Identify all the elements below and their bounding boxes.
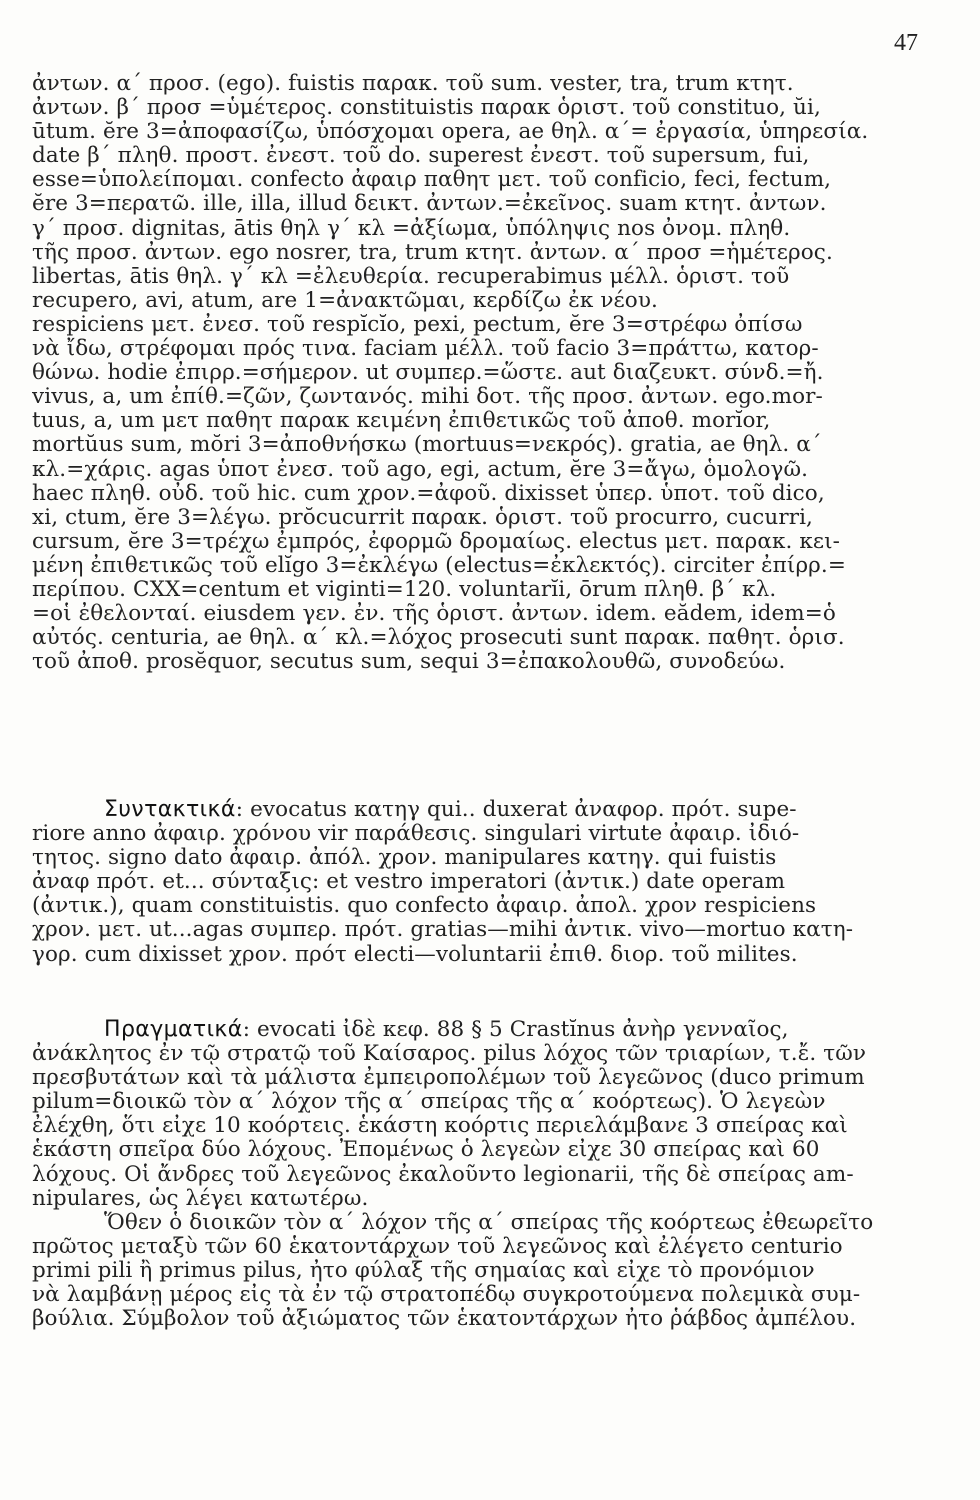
pragmatic-line: primi pili ἢ primus pilus, ἦτο φύλαξ τῆς σημαίας καὶ εἶχε τὸ προνόμιον — [32, 1258, 815, 1283]
vocab-line: ἀντων. β΄ προσ =ὑμέτερος. constituistis παρακ ὁριστ. τοῦ constituo, ŭi, — [32, 96, 821, 121]
pragmatic-line: pilum=διοικῶ τὸν α΄ λόχον τῆς α΄ σπείρας τῆς α΄ κοόρτεως). Ὁ λεγεὼν — [32, 1090, 826, 1115]
pragmatic-line: βούλια. Σύμβολον τοῦ ἀξιώματος τῶν ἑκατοντάρχων ἦτο ῥάβδος ἀμπέλου. — [32, 1307, 857, 1332]
pragmatic-line: Ὅθεν ὁ διοικῶν τὸν α΄ λόχον τῆς α΄ σπείρας τῆς κοόρτεως ἐθεωρεῖτο — [104, 1210, 874, 1235]
pragmatic-section — [32, 1018, 922, 1331]
syntax-section — [32, 798, 922, 967]
vocab-line: νὰ ἴδω, στρέφομαι πρός τινα. faciam μέλλ. τοῦ facio 3=πράττω, κατορ- — [32, 337, 819, 362]
pragmatic-line: nipulares, ὡς λέγει κατωτέρω. — [32, 1186, 369, 1211]
vocab-line: haec πληθ. οὐδ. τοῦ hic. cum χρον.=ἀφοῦ. dixisset ὑπερ. ὑποτ. τοῦ dico, — [32, 481, 825, 506]
vocab-line: τοῦ ἀποθ. prosĕquor, secutus sum, sequi 3=ἐπακολουθῶ, συνοδεύω. — [32, 650, 786, 675]
vocab-line: date β΄ πληθ. προστ. ἐνεστ. τοῦ do. superest ἐνεστ. τοῦ supersum, fui, — [32, 144, 810, 169]
vocab-line: esse=ὑπολείπομαι. confecto ἀφαιρ παθητ μετ. τοῦ conficio, feci, fectum, — [32, 168, 832, 193]
pragmatic-line: : evocati ἰδὲ κεφ. 88 § 5 Crastĭnus ἀνὴρ γενναῖος, — [242, 1018, 789, 1042]
vocab-line: μένη ἐπιθετικῶς τοῦ elĭgo 3=ἐκλέγω (electus=ἐκλεκτός). circiter ἐπίρρ.= — [32, 553, 846, 578]
syntax-heading: Συντακτικά — [104, 798, 236, 822]
vocab-line: γ΄ προσ. dignitas, ātis θηλ γ΄ κλ =ἀξίωμα, ὑπόληψις nos ὀνομ. πληθ. — [32, 216, 791, 241]
vocab-line: mortŭus sum, mŏri 3=ἀποθνήσκω (mortuus=νεκρός). gratia, ae θηλ. α΄ — [32, 433, 822, 458]
vocab-line: ūtum. ĕre 3=ἀποφασίζω, ὑπόσχομαι opera, ae θηλ. α΄= ἐργασία, ὑπηρεσία. — [32, 120, 869, 145]
vocab-line: tuus, a, um μετ παθητ παρακ κειμένη ἐπιθετικῶς τοῦ ἀποθ. morĭor, — [32, 409, 771, 434]
vocab-line: vivus, a, um ἐπίθ.=ζῶν, ζωντανός. mihi δοτ. τῆς προσ. ἀντων. ego.mor- — [32, 385, 823, 410]
page-number: 47 — [894, 30, 918, 56]
pragmatic-line: λόχους. Οἱ ἄνδρες τοῦ λεγεῶνος ἐκαλοῦντο legionarii, τῆς δὲ σπείρας am- — [32, 1162, 854, 1187]
syntax-line: (ἀντικ.), quam constituistis. quo confecto ἀφαιρ. ἀπολ. χρον respiciens — [32, 894, 817, 919]
pragmatic-line: πρεσβυτάτων καὶ τὰ μάλιστα ἐμπειροπολέμων τοῦ λεγεῶνος (duco primum — [32, 1066, 865, 1091]
syntax-line: τητος. signo dato ἀφαιρ. ἀπόλ. χρον. manipulares κατηγ. qui fuistis — [32, 846, 777, 871]
syntax-first-line — [32, 798, 922, 822]
vocab-line: cursum, ĕre 3=τρέχω ἐμπρός, ἐφορμῶ δρομαίως. electus μετ. παρακ. κει- — [32, 529, 841, 554]
vocab-line: recupero, avi, atum, are 1=ἀνακτῶμαι, κερδίζω ἐκ νέου. — [32, 288, 658, 313]
pragmatic-line: πρῶτος μεταξὺ τῶν 60 ἑκατοντάρχων τοῦ λεγεῶνος καὶ ἐλέγετο centurio — [32, 1234, 843, 1259]
pragmatic-line: ἐλέχθη, ὅτι εἶχε 10 κοόρτεις. ἑκάστη κοόρτις περιελάμβανε 3 σπείρας καὶ — [32, 1114, 848, 1139]
vocab-line: ĕre 3=περατῶ. ille, illa, illud δεικτ. ἀντων.=ἐκεῖνος. suam κτητ. ἀντων. — [32, 192, 827, 217]
vocab-line: xi, ctum, ĕre 3=λέγω. prŏcucurrit παρακ. ὁριστ. τοῦ procurro, cucurri, — [32, 505, 813, 530]
pragmatic-line: νὰ λαμβάνῃ μέρος εἰς τὰ ἐν τῷ στρατοπέδῳ συγκροτούμενα πολεμικὰ συμ- — [32, 1283, 861, 1308]
vocabulary-section — [32, 72, 922, 674]
syntax-line: ἀναφ πρότ. et... σύνταξις: et vestro imperatori (ἀντικ.) date operam — [32, 870, 786, 895]
syntax-line: χρον. μετ. ut...agas συμπερ. πρότ. gratias—mihi ἀντικ. vivo—mortuo κατη- — [32, 918, 854, 943]
vocab-line: ἀντων. α΄ προσ. (ego). fuistis παρακ. τοῦ sum. vester, tra, trum κτητ. — [32, 72, 794, 96]
vocab-line: κλ.=χάρις. agas ὑποτ ἐνεσ. τοῦ ago, egi, actum, ĕre 3=ἄγω, ὁμολογῶ. — [32, 457, 809, 482]
vocab-line: αὐτός. centuria, ae θηλ. α΄ κλ.=λόχος prosecuti sunt παρακ. παθητ. ὁρισ. — [32, 626, 845, 651]
vocab-line: libertas, ātis θηλ. γ΄ κλ =ἐλευθερία. recuperabimus μέλλ. ὁριστ. τοῦ — [32, 264, 790, 289]
pragmatic-line: ἑκάστη σπεῖρα δύο λόχους. Ἐπομένως ὁ λεγεὼν εἶχε 30 σπείρας καὶ 60 — [32, 1138, 820, 1163]
syntax-line: : evocatus κατηγ qui.. duxerat ἀναφορ. πρότ. supe- — [235, 798, 797, 822]
vocab-line: respiciens μετ. ἐνεσ. τοῦ respĭcĭo, pexi, pectum, ĕre 3=στρέφω ὀπίσω — [32, 312, 803, 337]
vocab-line: =οἱ ἐθελονταί. eiusdem γεν. ἐν. τῆς ὁριστ. ἀντων. idem. eădem, idem=ὁ — [32, 602, 836, 627]
pragmatic-line: ἀνάκλητος ἐν τῷ στρατῷ τοῦ Καίσαρος. pilus λόχος τῶν τριαρίων, τ.ἔ. τῶν — [32, 1042, 867, 1067]
pragmatic-heading: Πραγματικά — [104, 1018, 243, 1042]
vocab-line: περίπου. CXX=centum et viginti=120. voluntarĭi, ōrum πληθ. β΄ κλ. — [32, 577, 777, 602]
pragmatic-first-line — [32, 1018, 922, 1042]
vocab-line: τῆς προσ. ἀντων. ego nosrer, tra, trum κτητ. ἀντων. α΄ προσ =ἡμέτερος. — [32, 240, 833, 265]
syntax-line: riore anno ἀφαιρ. χρόνου vir παράθεσις. singulari virtute ἀφαιρ. ἰδιό- — [32, 822, 800, 847]
vocab-line: θώνω. hodie ἐπιρρ.=σήμερον. ut συμπερ.=ὥστε. aut διαζευκτ. σύνδ.=ἤ. — [32, 361, 824, 386]
syntax-line: γορ. cum dixisset χρον. πρότ electi—voluntarii ἐπιθ. διορ. τοῦ milites. — [32, 942, 798, 967]
